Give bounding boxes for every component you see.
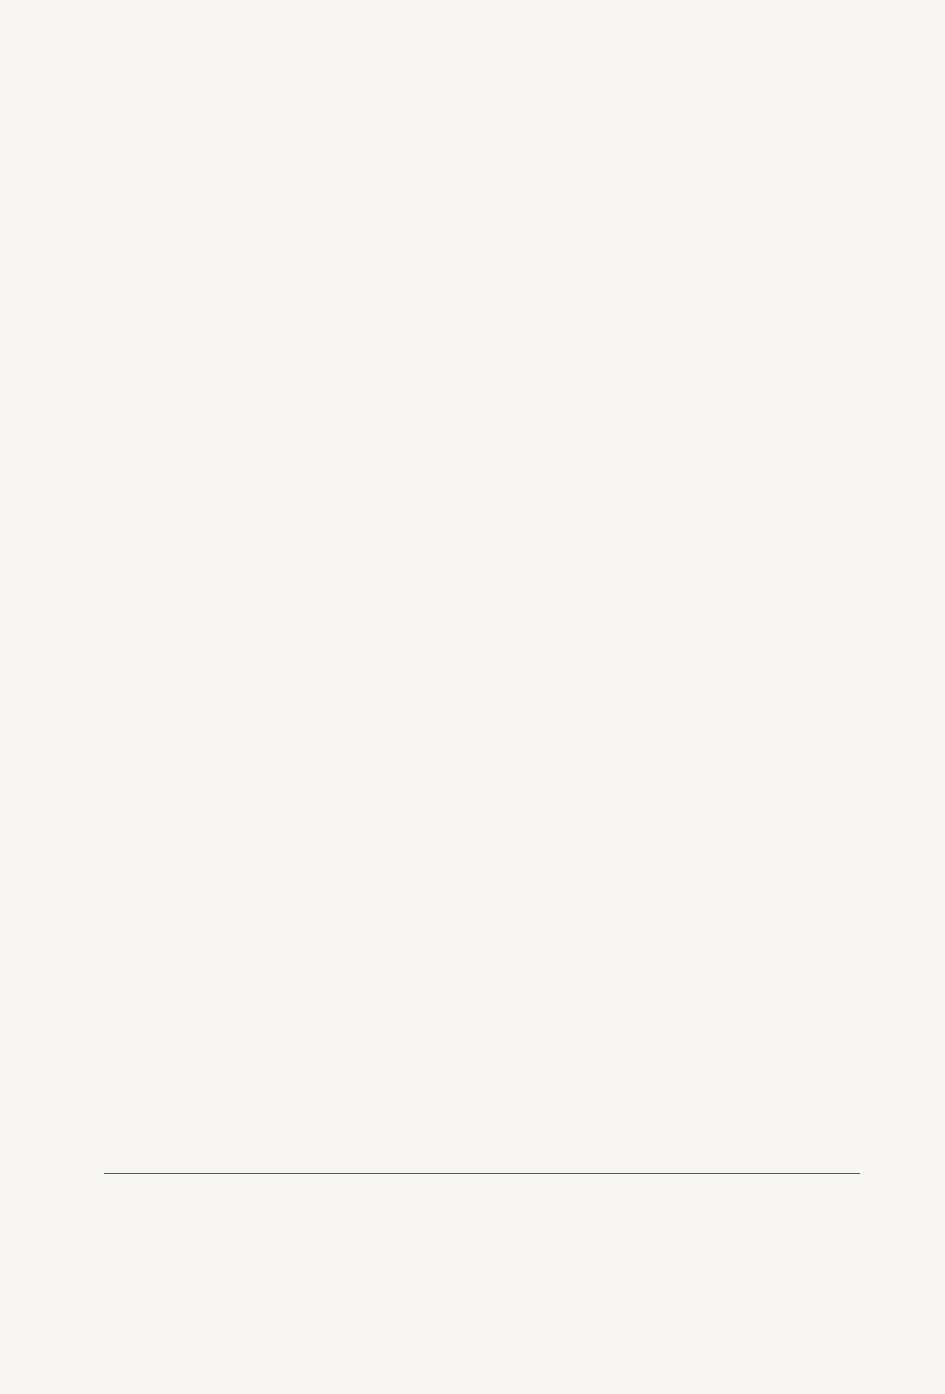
footnote-rule — [104, 1173, 860, 1174]
